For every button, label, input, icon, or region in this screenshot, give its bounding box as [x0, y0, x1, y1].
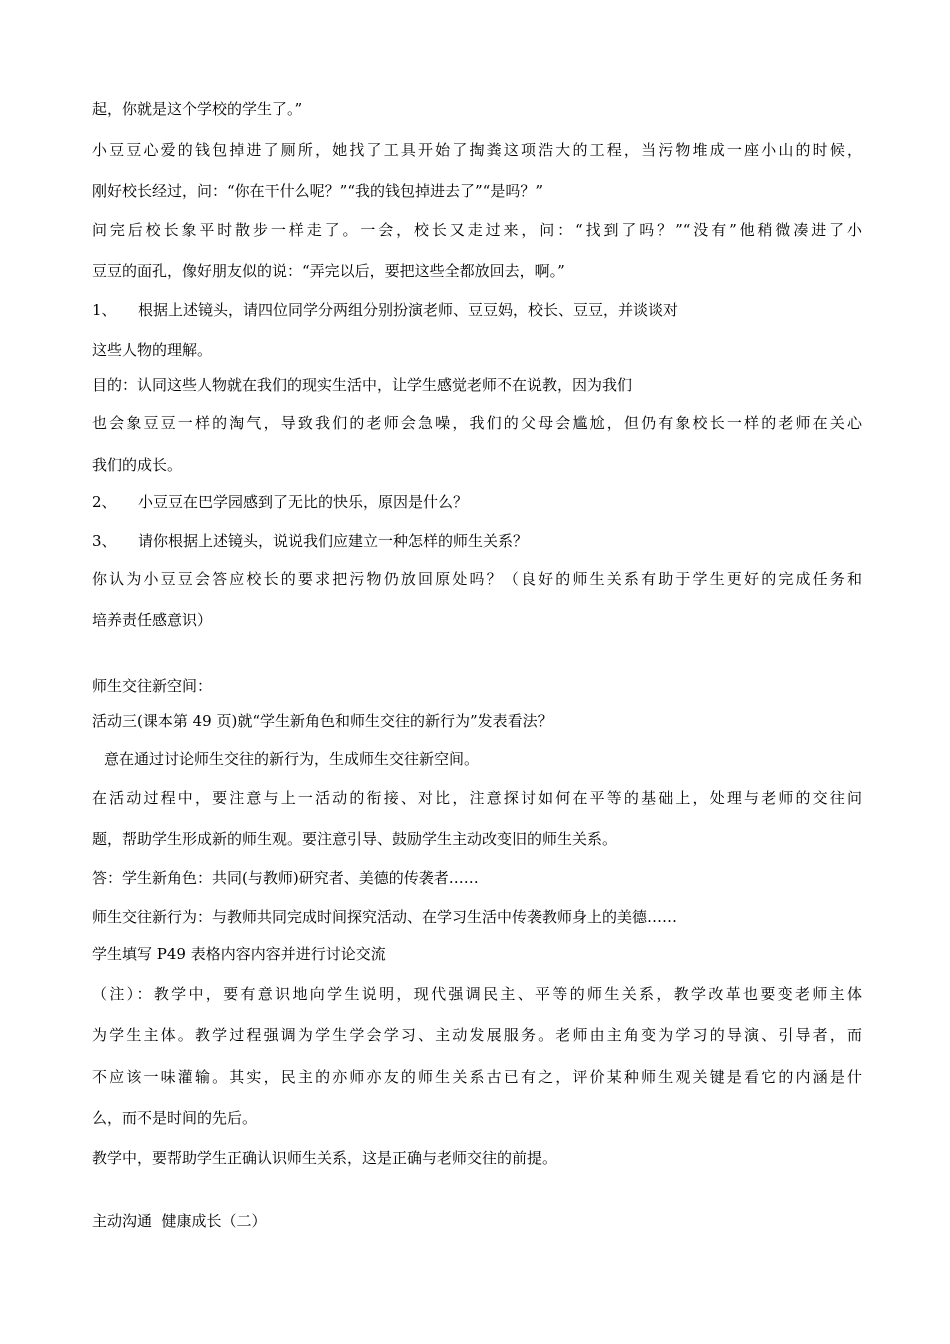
paragraph-line: 题，帮助学生形成新的师生观。要注意引导、鼓励学生主动改变旧的师生关系。 — [92, 830, 618, 848]
paragraph-line: 意在通过讨论师生交往的新行为，生成师生交往新空间。 — [104, 750, 480, 768]
paragraph-line: 我们的成长。 — [92, 456, 183, 474]
paragraph-line: 起，你就是这个学校的学生了。” — [92, 100, 303, 118]
item-text: 请你根据上述镜头，说说我们应建立一种怎样的师生关系？ — [138, 532, 529, 550]
paragraph-line: 这些人物的理解。 — [92, 341, 213, 359]
paragraph-line: 你认为小豆豆会答应校长的要求把污物仍放回原处吗？（良好的师生关系有助于学生更好的完成任务和 — [92, 570, 862, 588]
paragraph-line: 学生填写 P49 表格内容内容并进行讨论交流 — [92, 945, 386, 963]
paragraph-line: 培养责任感意识） — [92, 611, 213, 629]
item-text: 根据上述镜头，请四位同学分两组分别扮演老师、豆豆妈，校长、豆豆，并谈谈对 — [138, 301, 679, 319]
paragraph-line: 师生交往新行为：与教师共同完成时间探究活动、在学习生活中传袭教师身上的美德…… — [92, 908, 678, 926]
paragraph-line: 为学生主体。教学过程强调为学生学会学习、主动发展服务。老师由主角变为学习的导演、引导者，而 — [92, 1026, 862, 1044]
paragraph-line: 不应该一味灌输。其实，民主的亦师亦友的师生关系古已有之，评价某种师生观关键是看它的内涵是什 — [92, 1068, 862, 1086]
paragraph-line: 么，而不是时间的先后。 — [92, 1109, 258, 1127]
item-text: 小豆豆在巴学园感到了无比的快乐，原因是什么？ — [138, 493, 469, 511]
paragraph-line: 答：学生新角色：共同(与教师)研究者、美德的传袭者…… — [92, 869, 479, 887]
paragraph-line: 活动三(课本第 49 页)就“学生新角色和师生交往的新行为”发表看法？ — [92, 712, 553, 730]
paragraph-line: 在活动过程中，要注意与上一活动的衔接、对比，注意探讨如何在平等的基础上，处理与老师的交往问 — [92, 789, 862, 807]
section-heading: 师生交往新空间： — [92, 677, 213, 695]
numbered-item — [92, 531, 862, 551]
paragraph-line: 也会象豆豆一样的淘气，导致我们的老师会急噪，我们的父母会尴尬，但仍有象校长一样的老师在关心 — [92, 414, 862, 432]
paragraph-line: 豆豆的面孔，像好朋友似的说：“弄完以后，要把这些全都放回去，啊。” — [92, 262, 565, 280]
paragraph-line: 小豆豆心爱的钱包掉进了厕所，她找了工具开始了掏粪这项浩大的工程，当污物堆成一座小山的时候， — [92, 141, 862, 159]
paragraph-line: （注）：教学中，要有意识地向学生说明，现代强调民主、平等的师生关系，教学改革也要变老师主体 — [92, 985, 862, 1003]
item-number: 2、 — [92, 493, 117, 511]
paragraph-line: 目的：认同这些人物就在我们的现实生活中，让学生感觉老师不在说教，因为我们 — [92, 376, 633, 394]
paragraph-line: 教学中，要帮助学生正确认识师生关系，这是正确与老师交往的前提。 — [92, 1149, 558, 1167]
paragraph-line: 刚好校长经过，问：“你在干什么呢？”“我的钱包掉进去了”“是吗？” — [92, 182, 544, 200]
item-number: 3、 — [92, 532, 117, 550]
section-heading: 主动沟通 健康成长（二） — [92, 1212, 267, 1230]
paragraph-line: 问完后校长象平时散步一样走了。一会，校长又走过来，问：“找到了吗？”“没有”他稍微凑进了小 — [92, 221, 862, 239]
numbered-item — [92, 300, 862, 320]
numbered-item — [92, 492, 862, 512]
item-number: 1、 — [92, 301, 117, 319]
